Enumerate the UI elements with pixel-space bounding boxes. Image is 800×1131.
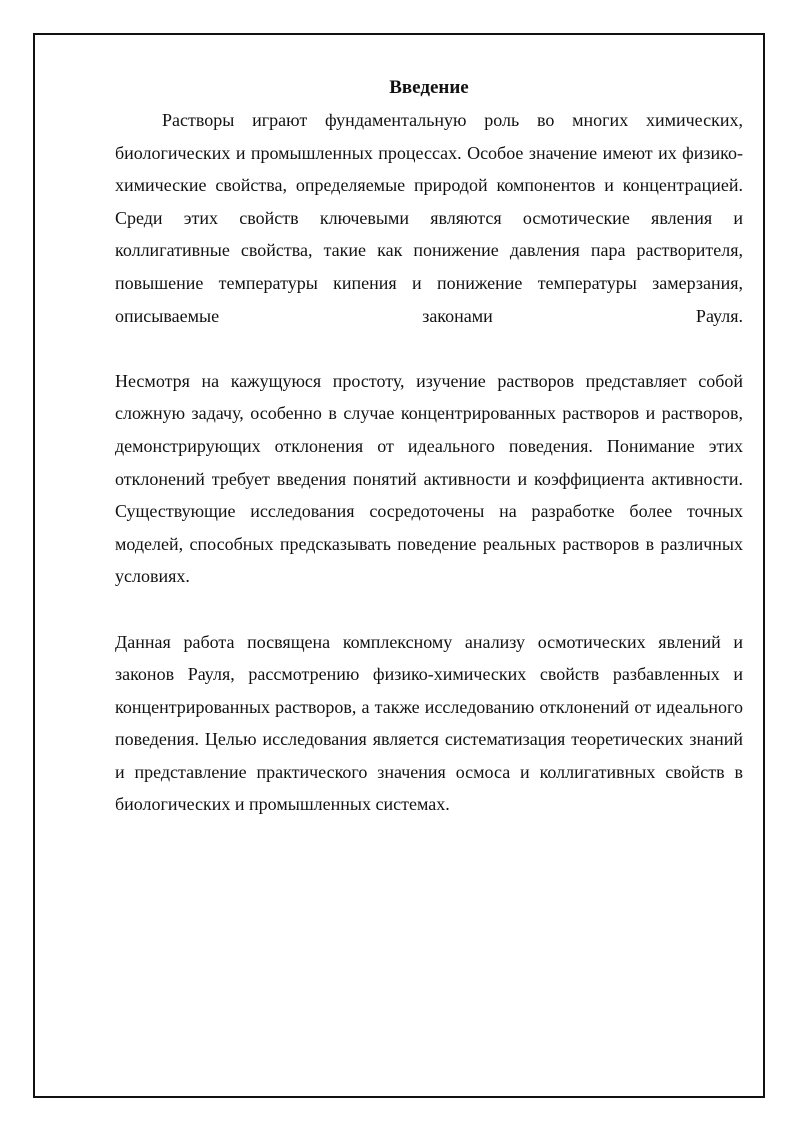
- paragraph-intro: Растворы играют фундаментальную роль во многих химических, биологических и промышленных процессах. Особое значение имеют их физико-химические свойства, определяемые природой компонентов и концентрацией. Среди этих свойств ключевыми являются осмотические явления и коллигативные свойства, такие как понижение давления пара растворителя, повышение температуры кипения и понижение температуры замерзания, описываемые законами Рауля.: [115, 110, 743, 326]
- paragraph-goal: Данная работа посвящена комплексному анализу осмотических явлений и законов Рауля, рассмотрению физико-химических свойств разбавленных и концентрированных растворов, а также исследованию отклонений от идеального поведения. Целью исследования является систематизация теоретических знаний и представление практического значения осмоса и коллигативных свойств в биологических и промышленных системах.: [115, 631, 743, 815]
- section-heading: Введение: [389, 77, 469, 98]
- paragraph-spacer: [115, 332, 743, 365]
- paragraph-spacer: [115, 593, 743, 626]
- paragraph-problem: Несмотря на кажущуюся простоту, изучение растворов представляет собой сложную задачу, особенно в случае концентрированных растворов и растворов, демонстрирующих отклонения от идеального поведения. Понимание этих отклонений требует введения понятий активности и коэффициента активности. Существующие исследования сосредоточены на разработке более точных моделей, способных предсказывать поведение реальных растворов в различных условиях.: [115, 370, 743, 587]
- document-body: [115, 72, 743, 821]
